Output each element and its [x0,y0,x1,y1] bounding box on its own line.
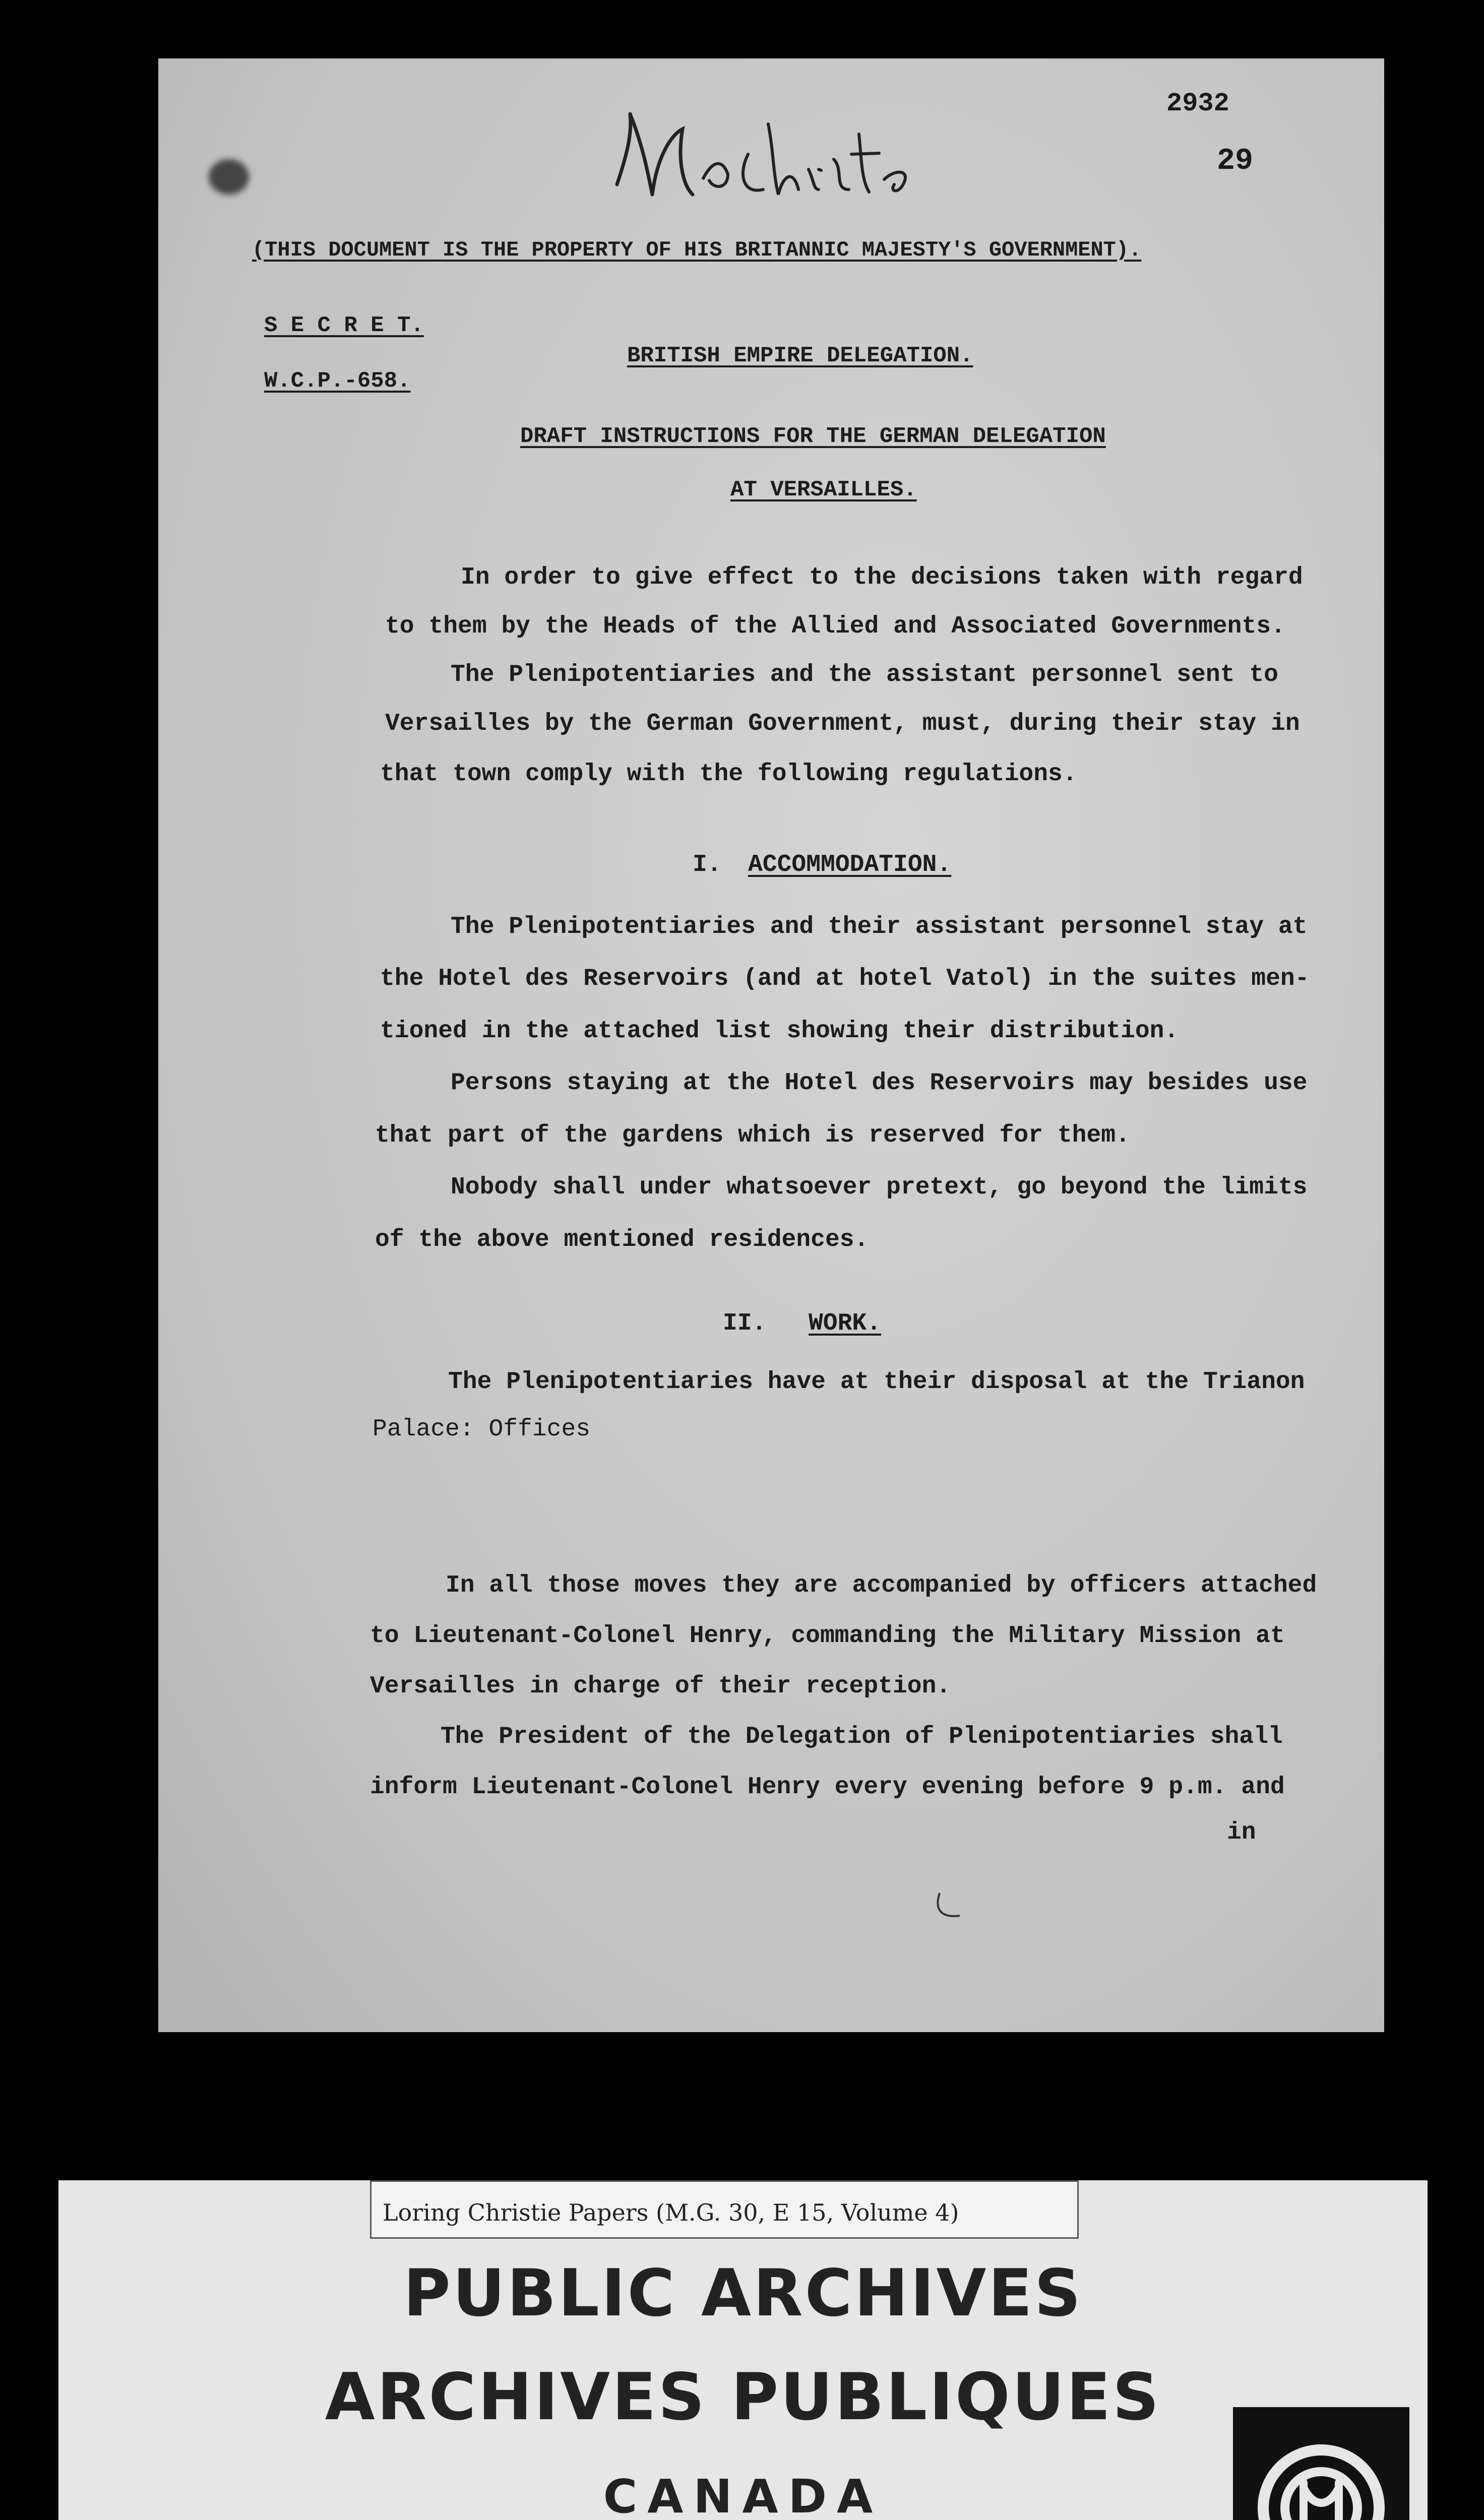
section-1-line: that part of the gardens which is reserved for them. [375,1122,1130,1149]
intro-line: In order to give effect to the decisions taken with regard [461,564,1303,591]
section-2-number: II. [723,1310,767,1337]
archives-country: CANADA [603,2470,883,2520]
section-1-line: the Hotel des Reservoirs (and at hotel Vatol) in the suites men- [380,965,1310,992]
delegation-heading: BRITISH EMPIRE DELEGATION. [627,343,973,368]
page-number: 29 [1217,144,1254,178]
closing-line: to Lieutenant-Colonel Henry, commanding the Military Mission at [370,1622,1285,1650]
section-1-line: of the above mentioned residences. [375,1226,869,1253]
intro-line: Versailles by the German Government, must, during their stay in [385,710,1300,737]
handwritten-signature [597,94,980,225]
closing-line: inform Lieutenant-Colonel Henry every evening before 9 p.m. and [370,1774,1285,1801]
archives-logo [1233,2407,1409,2520]
title-line-1: DRAFT INSTRUCTIONS FOR THE GERMAN DELEGATION [520,424,1106,449]
section-1-line: Nobody shall under whatsoever pretext, go beyond the limits [451,1174,1308,1201]
section-1-number: I. [693,851,722,878]
classification: S E C R E T. [264,313,424,338]
intro-line: The Plenipotentiaries and the assistant personnel sent to [451,661,1278,688]
intro-line: that town comply with the following regulations. [380,761,1077,788]
section-2-title: WORK. [809,1310,882,1337]
closing-line: Versailles in charge of their reception. [370,1673,951,1700]
archives-emblem-icon [1233,2407,1409,2520]
archive-card [58,2180,1428,2520]
title-line-2: AT VERSAILLES. [730,477,917,502]
section-1-line: tioned in the attached list showing their distribution. [380,1018,1179,1045]
property-notice: (THIS DOCUMENT IS THE PROPERTY OF HIS BRITANNIC MAJESTY'S GOVERNMENT). [252,238,1142,262]
archives-title-en: PUBLIC ARCHIVES [403,2256,1083,2331]
catchword: in [1227,1819,1256,1846]
section-1-line: Persons staying at the Hotel des Reservoirs may besides use [451,1069,1308,1097]
closing-line: In all those moves they are accompanied by officers attached [446,1572,1317,1599]
section-2-line: The Plenipotentiaries have at their disposal at the Trianon [448,1368,1305,1396]
pencil-mark [930,1888,970,1928]
section-1-title: ACCOMMODATION. [748,851,952,878]
stamp-number: 2932 [1166,89,1229,118]
ink-smudge [209,159,249,195]
reference-number: W.C.P.-658. [264,368,411,394]
document-page [158,58,1384,2032]
intro-line: to them by the Heads of the Allied and Associated Governments. [385,613,1285,640]
section-1-line: The Plenipotentiaries and their assistant personnel stay at [451,913,1308,940]
collection-label-text: Loring Christie Papers (M.G. 30, E 15, Volume 4) [383,2199,959,2226]
section-2-line: Palace: Offices [373,1416,591,1443]
collection-label [370,2180,1079,2239]
closing-line: The President of the Delegation of Plenipotentiaries shall [441,1723,1283,1750]
archives-title-fr: ARCHIVES PUBLIQUES [325,2360,1161,2435]
